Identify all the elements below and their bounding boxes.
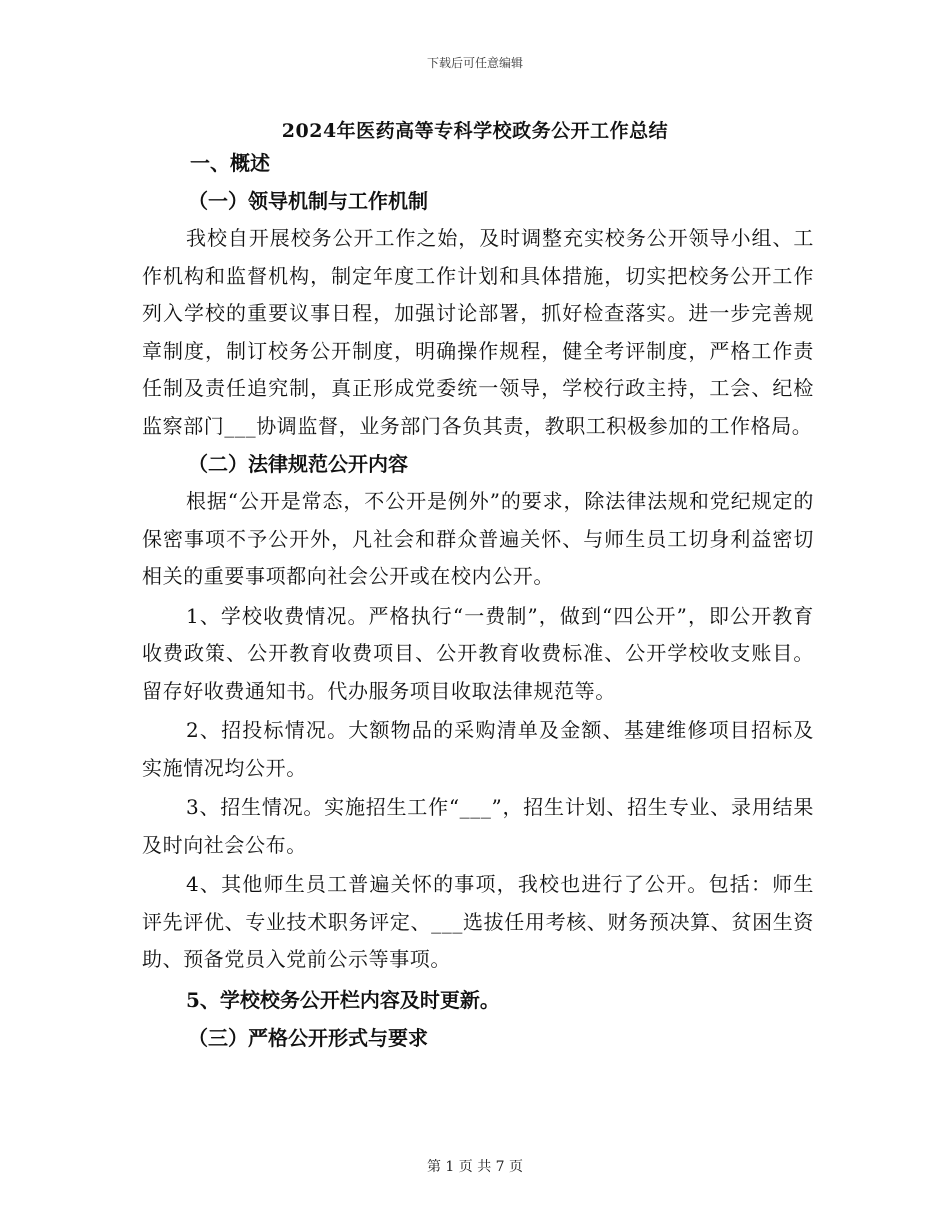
subsection-heading-leadership: （一）领导机制与工作机制 xyxy=(188,189,428,213)
document-body xyxy=(142,144,814,1057)
paragraph-legal-content: 根据“公开是常态，不公开是例外”的要求，除法律法规和党纪规定的保密事项不予公开外，凡社会和群众普遍关怀、与师生员工切身利益密切相关的重要事项都向社会公开或在校内公开。 xyxy=(142,489,814,588)
paragraph-leadership: 我校自开展校务公开工作之始，及时调整充实校务公开领导小组、工作机构和监督机构，制定年度工作计划和具体措施，切实把校务公开工作列入学校的重要议事日程，加强讨论部署，抓好检查落实。进一步完善规章制度，制订校务公开制度，明确操作规程，健全考评制度，严格工作责任制及责任追究制，真正形成党委统一领导，学校行政主持，工会、纪检监察部门___协调监督，业务部门各负其责，教职工积极参加的工作格局。 xyxy=(142,226,814,438)
list-item-enrollment: 3、招生情况。实施招生工作“___”，招生计划、招生专业、录用结果及时向社会公布。 xyxy=(142,795,814,857)
header-note: 下载后可任意编辑 xyxy=(426,56,523,70)
page-number: 第 1 页 共 7 页 xyxy=(426,1159,524,1175)
section-heading-overview: 一、概述 xyxy=(190,151,270,175)
subsection-heading-legal-content: （二）法律规范公开内容 xyxy=(188,452,408,476)
document-title: 2024年医药高等专科学校政务公开工作总结 xyxy=(281,120,669,142)
subsection-heading-disclosure-form: （三）严格公开形式与要求 xyxy=(188,1025,428,1050)
list-item-bulletin-board: 5、学校校务公开栏内容及时更新。 xyxy=(186,987,500,1012)
list-item-fees: 1、学校收费情况。严格执行“一费制”，做到“四公开”，即公开教育收费政策、公开教育收费项目、公开教育收费标准、公开学校收支账目。留存好收费通知书。代办服务项目收取法律规范等。 xyxy=(142,603,814,703)
list-item-other-matters: 4、其他师生员工普遍关怀的事项，我校也进行了公开。包括：师生评先评优、专业技术职务评定、___选拔任用考核、财务预决算、贫困生资助、预备党员入党前公示等事项。 xyxy=(142,872,814,971)
list-item-bidding: 2、招投标情况。大额物品的采购清单及金额、基建维修项目招标及实施情况均公开。 xyxy=(142,718,814,780)
